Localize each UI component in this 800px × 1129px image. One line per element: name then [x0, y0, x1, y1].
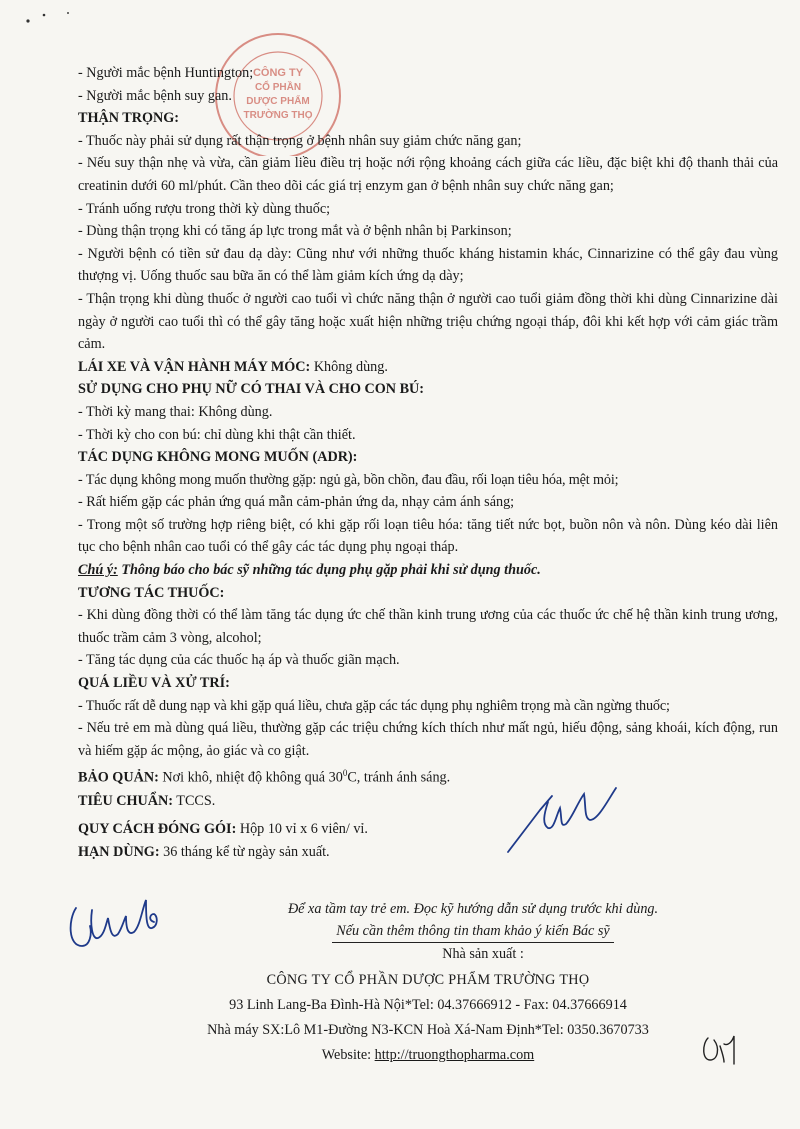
heading-precautions: THẬN TRỌNG: [78, 110, 180, 127]
svg-text:CỔ PHẦN: CỔ PHẦN [254, 82, 302, 93]
page-mark [698, 1030, 748, 1070]
storage-degree: 0 [342, 768, 348, 779]
overdose-1: - Thuốc rất dễ dung nạp và khi gặp quá liều, chưa gặp các tác dụng phụ nghiêm trọng mà cần ngừng thuốc; [78, 697, 670, 714]
manufacturer-label: Nhà sản xuất : [442, 946, 524, 962]
adr-1: - Tác dụng không mong muốn thường gặp: ngủ gà, bồn chồn, đau đầu, rối loạn tiêu hóa, mệt mỏi; [78, 471, 619, 488]
svg-text:TRƯỜNG THỌ: TRƯỜNG THỌ [243, 110, 313, 121]
svg-text:DƯỢC PHẨM: DƯỢC PHẨM [246, 96, 310, 107]
driving-text: Không dùng. [310, 358, 388, 375]
heading-overdose: QUÁ LIỀU VÀ XỬ TRÍ: [78, 675, 230, 692]
contraindication-liver: - Người mắc bệnh suy gan. [78, 87, 232, 104]
heading-packaging: QUY CÁCH ĐÓNG GÓI: [78, 821, 237, 838]
pregnancy-2: - Thời kỳ cho con bú: chỉ dùng khi thật cần thiết. [78, 426, 356, 443]
precaution-6: - Thận trọng khi dùng thuốc ở người cao tuổi vì chức năng thận ở người cao tuổi giảm đồng thời khi dùng Cinnarizine dài ngày ở người cao tuổi thì có thể gây tăng hoặc xuất hiện những triệu chứng ngoại tháp, đôi khi kết hợp với cảm giác trầm cảm. [78, 290, 778, 353]
heading-shelf-life: HẠN DÙNG: [78, 843, 160, 860]
precaution-2: - Nếu suy thận nhẹ và vừa, cần giảm liều điều trị hoặc nới rộng khoảng cách giữa các liều, đặc biệt khi độ thanh thải của creatinin dưới 60 ml/phút. Cần theo dõi các giá trị enzym gan ở bệnh nhân suy chức năng gan; [78, 155, 778, 194]
precaution-3: - Tránh uống rượu trong thời kỳ dùng thuốc; [78, 200, 331, 217]
pregnancy-1: - Thời kỳ mang thai: Không dùng. [78, 403, 273, 420]
svg-text:CÔNG TY: CÔNG TY [252, 67, 304, 79]
standard-text: TCCS. [172, 792, 216, 809]
precaution-1: - Thuốc này phải sử dụng rất thận trọng ở bệnh nhân suy giảm chức năng gan; [78, 132, 522, 149]
adr-3: - Trong một số trường hợp riêng biệt, có khi gặp rối loạn tiêu hóa: tăng tiết nức bọt, buồn nôn và nôn. Dùng kéo dài liên tục cho bệnh nhân cao tuổi có thể gây các tác dụng phụ ngoại tháp. [78, 516, 778, 556]
heading-interactions: TƯƠNG TÁC THUỐC: [78, 584, 225, 601]
company-name: CÔNG TY CỔ PHẦN DƯỢC PHẨM TRƯỜNG THỌ [266, 972, 590, 988]
heading-pregnancy: SỬ DỤNG CHO PHỤ NỮ CÓ THAI VÀ CHO CON BÚ: [78, 381, 425, 398]
heading-driving: LÁI XE VÀ VẬN HÀNH MÁY MÓC: [78, 358, 311, 375]
heading-standard: TIÊU CHUẨN: [78, 792, 173, 809]
storage-text-a: Nơi khô, nhiệt độ không quá 30 [158, 770, 343, 787]
adr-note [78, 559, 778, 582]
storage-section [78, 762, 778, 789]
website-link[interactable]: http://truongthopharma.com [374, 1047, 535, 1063]
company-address: 93 Linh Lang-Ba Đình-Hà Nội*Tel: 04.37666912 - Fax: 04.37666914 [229, 997, 627, 1013]
driving-section [78, 356, 778, 379]
contraindication-huntington: - Người mắc bệnh Huntington; [78, 65, 254, 81]
adr-2: - Rất hiếm gặp các phản ứng quá mẫn cảm-phản ứng da, nhạy cảm ánh sáng; [78, 494, 515, 511]
signature-left [62, 890, 172, 960]
scan-specks [0, 0, 120, 40]
precaution-4: - Dùng thận trọng khi có tăng áp lực trong mắt và ở bệnh nhân bị Parkinson; [78, 223, 512, 240]
website-line [78, 1044, 778, 1066]
leaflet-body [78, 62, 778, 864]
storage-text-b: C, tránh ánh sáng. [347, 770, 451, 787]
packaging-text: Hộp 10 vỉ x 6 viên/ vỉ. [236, 821, 368, 838]
shelf-life-text: 36 tháng kể từ ngày sản xuất. [159, 843, 330, 860]
warning-consult-doctor: Nếu cần thêm thông tin tham khảo ý kiến Bác sỹ [332, 920, 613, 943]
overdose-2: - Nếu trẻ em mà dùng quá liều, thường gặp các triệu chứng kích thích như mất ngủ, hiếu động, sảng khoái, kích động, run và hiếm gặp ác mộng, ảo giác và co giật. [78, 720, 778, 759]
factory-address: Nhà máy SX:Lô M1-Đường N3-KCN Hoà Xá-Nam Định*Tel: 0350.3670733 [207, 1022, 649, 1038]
precaution-5: - Người bệnh có tiền sử đau dạ dày: Cũng như với những thuốc kháng histamin khác, Cinnarizine có thể gây đau vùng thượng vị. Uống thuốc sau bữa ăn có thể làm giảm kích ứng dạ dày; [78, 245, 778, 285]
packaging-section [78, 818, 778, 841]
shelf-life-section [78, 841, 778, 864]
leaflet-footer [78, 898, 778, 1066]
note-text: Thông báo cho bác sỹ những tác dụng phụ gặp phải khi sử dụng thuốc. [117, 562, 541, 579]
interaction-1: - Khi dùng đồng thời có thể làm tăng tác dụng ức chế thần kinh trung ương của các thuốc ức chế hệ thần kinh trung ương, thuốc trầm cảm 3 vòng, alcohol; [78, 607, 778, 646]
warning-keep-away: Để xa tầm tay trẻ em. Đọc kỹ hướng dẫn sử dụng trước khi dùng. [287, 901, 659, 917]
note-label: Chú ý: [78, 562, 118, 579]
signature-right [500, 780, 630, 860]
website-label: Website: [321, 1047, 375, 1063]
heading-storage: BẢO QUẢN: [78, 770, 159, 787]
interaction-2: - Tăng tác dụng của các thuốc hạ áp và thuốc giãn mạch. [78, 652, 400, 669]
heading-adr: TÁC DỤNG KHÔNG MONG MUỐN (ADR): [78, 449, 358, 466]
standard-section [78, 790, 778, 813]
